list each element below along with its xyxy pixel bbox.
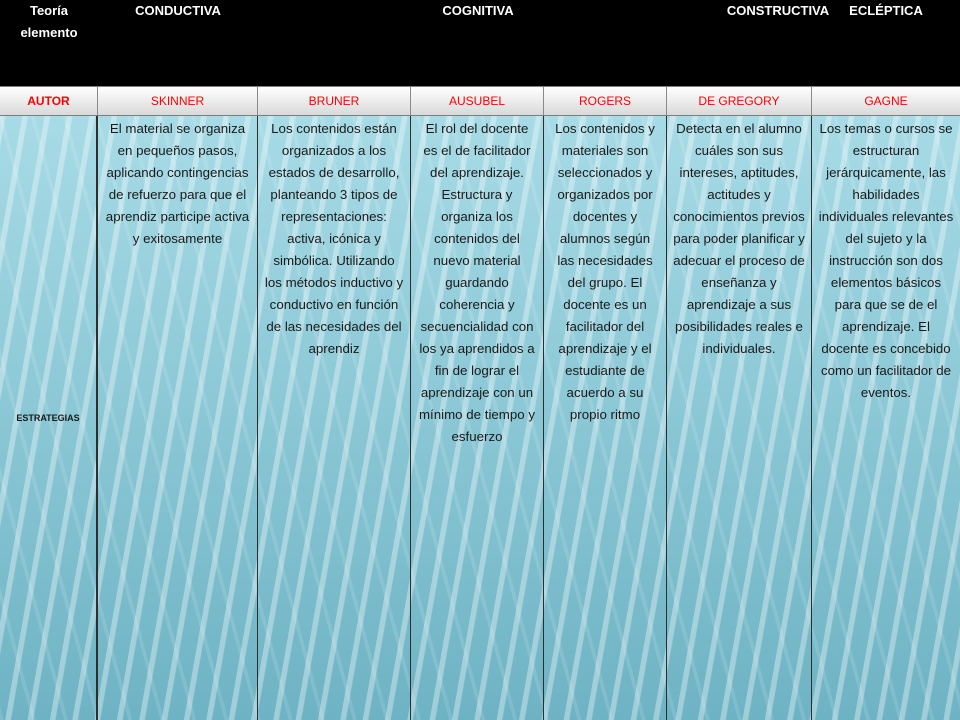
header-cognitiva — [258, 0, 698, 86]
strategy-gagne: Los temas o cursos se estructuran jerárquicamente, las habilidades individuales relevantes del sujeto y la instrucción son dos elementos básicos para que se de el aprendizaje. El docente es concebido como un facilitador de eventos. — [818, 121, 954, 400]
strategy-bruner: Los contenidos están organizados a los estados de desarrollo, planteando 3 tipos de representaciones: activa, icónica y simbólica. Utilizando los métodos inductivo y conductivo en función de las necesidades del aprendiz — [258, 116, 411, 720]
author-rogers: ROGERS — [544, 87, 667, 115]
author-row-label: AUTOR — [0, 87, 98, 115]
strategy-de-gregory: Detecta en el alumno cuáles son sus intereses, aptitudes, actitudes y conocimientos previos para poder planificar y adecuar el proceso de enseñanza y aprendizaje a sus posibilidades reales e individuales. — [667, 116, 812, 720]
header-conductiva — [98, 0, 258, 86]
author-de-gregory: DE GREGORY — [667, 87, 812, 115]
header-cognitiva-label: COGNITIVA — [442, 3, 514, 18]
author-gagne: GAGNE — [864, 94, 908, 108]
strategy-ausubel: El rol del docente es el de facilitador del aprendizaje. Estructura y organiza los contenidos del nuevo material guardando coherencia y secuencialidad con los ya aprendidos a fin de lograr el aprendizaje con un mínimo de tiempo y esfuerzo — [411, 116, 544, 720]
strategy-rogers: Los contenidos y materiales son seleccionados y organizados por docentes y alumnos según las necesidades del grupo. El docente es un facilitador del aprendizaje y el estudiante de acuerdo a su propio ritmo — [544, 116, 667, 720]
strategies-row — [0, 116, 960, 720]
strategies-row-label — [0, 116, 98, 720]
author-bruner: BRUNER — [258, 87, 411, 115]
header-element-label: elemento — [20, 25, 78, 40]
strategies-label-text: ESTRATEGIAS — [16, 413, 80, 423]
header-theory-element — [0, 0, 98, 86]
header-conductiva-label: CONDUCTIVA — [135, 3, 221, 18]
header-constructiva-label: CONSTRUCTIVA — [726, 3, 830, 18]
strategy-skinner: El material se organiza en pequeños pasos, aplicando contingencias de refuerzo para que el aprendiz participe activa y exitosamente — [98, 116, 258, 720]
author-row — [0, 86, 960, 116]
header-theory-label: Teoría — [29, 3, 69, 18]
table-header-row — [0, 0, 960, 86]
author-skinner: SKINNER — [98, 87, 258, 115]
header-ecleptica — [812, 0, 960, 86]
header-ecleptica-label: ECLÉPTICA — [849, 3, 923, 18]
author-ausubel: AUSUBEL — [411, 87, 544, 115]
